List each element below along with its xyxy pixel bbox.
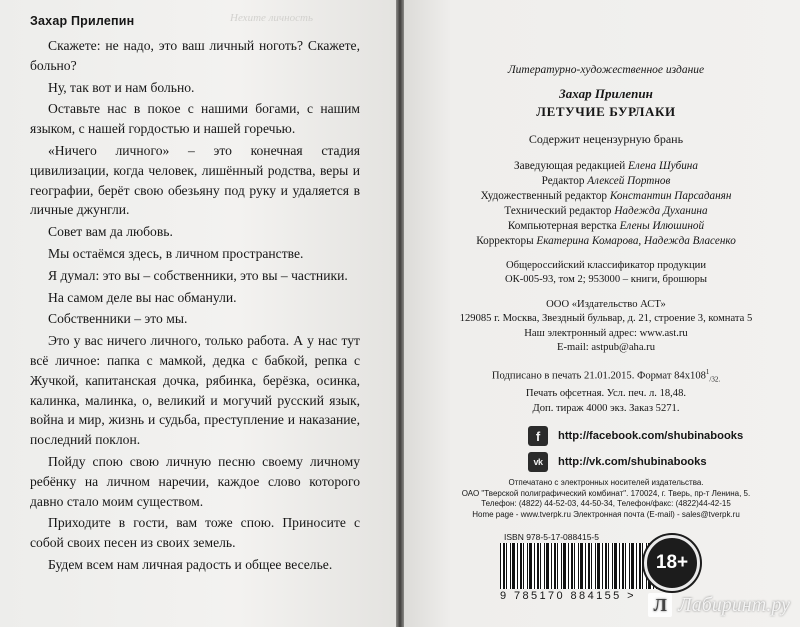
vk-icon: vk [528,452,548,472]
imprint-author: Захар Прилепин [559,86,653,101]
age-rating-badge: 18+ [644,535,700,591]
credit-line: Художественный редактор Константин Парсаданян [480,190,732,202]
isbn-label: ISBN 978-5-17-088415-5 [504,532,599,542]
print-type: Печать офсетная. Усл. печ. л. 18,48. [525,388,687,400]
genre-label: Литературно-художественное издание [507,64,705,76]
left-page [0,0,396,627]
vk-url[interactable]: http://vk.com/shubinabooks [558,456,707,469]
bleed-through-head: Нехите личность [230,12,313,24]
paragraph: Мы остаёмся здесь, в личном пространстве. [48,245,304,261]
publisher-web: Наш электронный адрес: www.ast.ru [524,327,688,339]
barcode-digits: 9 785170 884155 > [500,590,636,602]
paragraph: Пойду спою свою личную песню своему личному ребёнку на личном наречии, каждое слово которого давно стало моим существом. [30,453,360,509]
publisher-block [438,298,774,356]
printer-line: ОАО "Тверской полиграфический комбинат". 170024, г. Тверь, пр-т Ленина, 5. [461,488,751,498]
paragraph: «Ничего личного» – это конечная стадия цивилизации, когда человек, лишённый родства, веры и географии, берёт свою обезьяну под руку и удаляется в личные джунгли. [30,142,360,218]
credit-line: Редактор Алексей Портнов [541,175,671,187]
credits-block [438,159,774,249]
classifier-line: Общероссийский классификатор продукции [505,260,707,271]
imprint-title: ЛЕТУЧИЕ БУРЛАКИ [536,104,676,119]
paragraph: Оставьте нас в покое с нашими богами, с нашим языком, с нашей гордостью и нашей горечью. [30,101,360,137]
printer-line: Отпечатано с электронных носителей издательства. [508,478,704,488]
labirint-watermark [648,593,790,617]
book-spine [396,0,404,627]
right-page-imprint [404,0,800,627]
print-signed: Подписано в печать 21.01.2015. Формат $84x108^1_{/32.}$ [491,368,721,385]
facebook-icon: f [528,426,548,446]
paragraph: Скажете: не надо, это ваш личный ноготь? Скажете, больно? [30,38,360,73]
paragraph: Собственники – это мы. [48,311,188,327]
paragraph: Приходите в гости, вам тоже спою. Приносите с собой своих песен из своих земель. [30,515,360,551]
paragraph: На самом деле вы нас обманули. [48,289,237,305]
labirint-logo-icon: Л [648,593,672,617]
publisher-address: 129085 г. Москва, Звездный бульвар, д. 21, строение 3, комната 5 [459,313,753,325]
credit-line: Корректоры Екатерина Комарова, Надежда Власенко [476,235,736,247]
facebook-url[interactable]: http://facebook.com/shubinabooks [558,430,744,443]
credit-line: Технический редактор Надежда Духанина [504,205,708,217]
paragraph: Совет вам да любовь. [48,224,173,240]
publisher-email: E-mail: astpub@aha.ru [556,342,655,354]
vk-link-row[interactable] [528,452,774,472]
printer-info [438,478,774,520]
printer-line: Телефон: (4822) 44-52-03, 44-50-34, Телефон/факс: (4822)44-42-15 [481,499,731,509]
credit-line: Компьютерная верстка Елены Илюшиной [507,220,705,232]
credit-line: Заведующая редакцией Елена Шубина [514,160,698,172]
print-run: Доп. тираж 4000 экз. Заказ 5271. [532,402,680,414]
content-warning: Содержит нецензурную брань [528,132,684,146]
paragraph: Это у вас ничего личного, только работа. А у нас тут всё личное: папка с мамкой, дедка с бабкой, репка с Жучкой, капитанская дочка, рябинка, берёзка, осинка, калинка, малинка, о, великий и могучий русский язык, война и мир, жизнь и судьба, преступление и наказание, последний поклон. [30,333,360,448]
publisher-name: ООО «Издательство АСТ» [546,298,666,310]
print-details-block [438,365,774,416]
classifier-block [438,259,774,288]
paragraph: Я думал: это вы – собственники, это вы – частники. [48,267,348,283]
printer-line: Home page - www.tverpk.ru Электронная почта (E-mail) - sales@tverpk.ru [472,509,740,519]
paragraph: Будем всем нам личная радость и общее веселье. [48,556,333,572]
classifier-line: ОК-005-93, том 2; 953000 – книги, брошюры [504,274,708,286]
facebook-link-row[interactable] [528,426,774,446]
watermark-text: Лабиринт.ру [678,593,790,616]
running-head-author: Захар Прилепин [30,14,135,28]
paragraph: Ну, так вот и нам больно. [48,79,195,95]
